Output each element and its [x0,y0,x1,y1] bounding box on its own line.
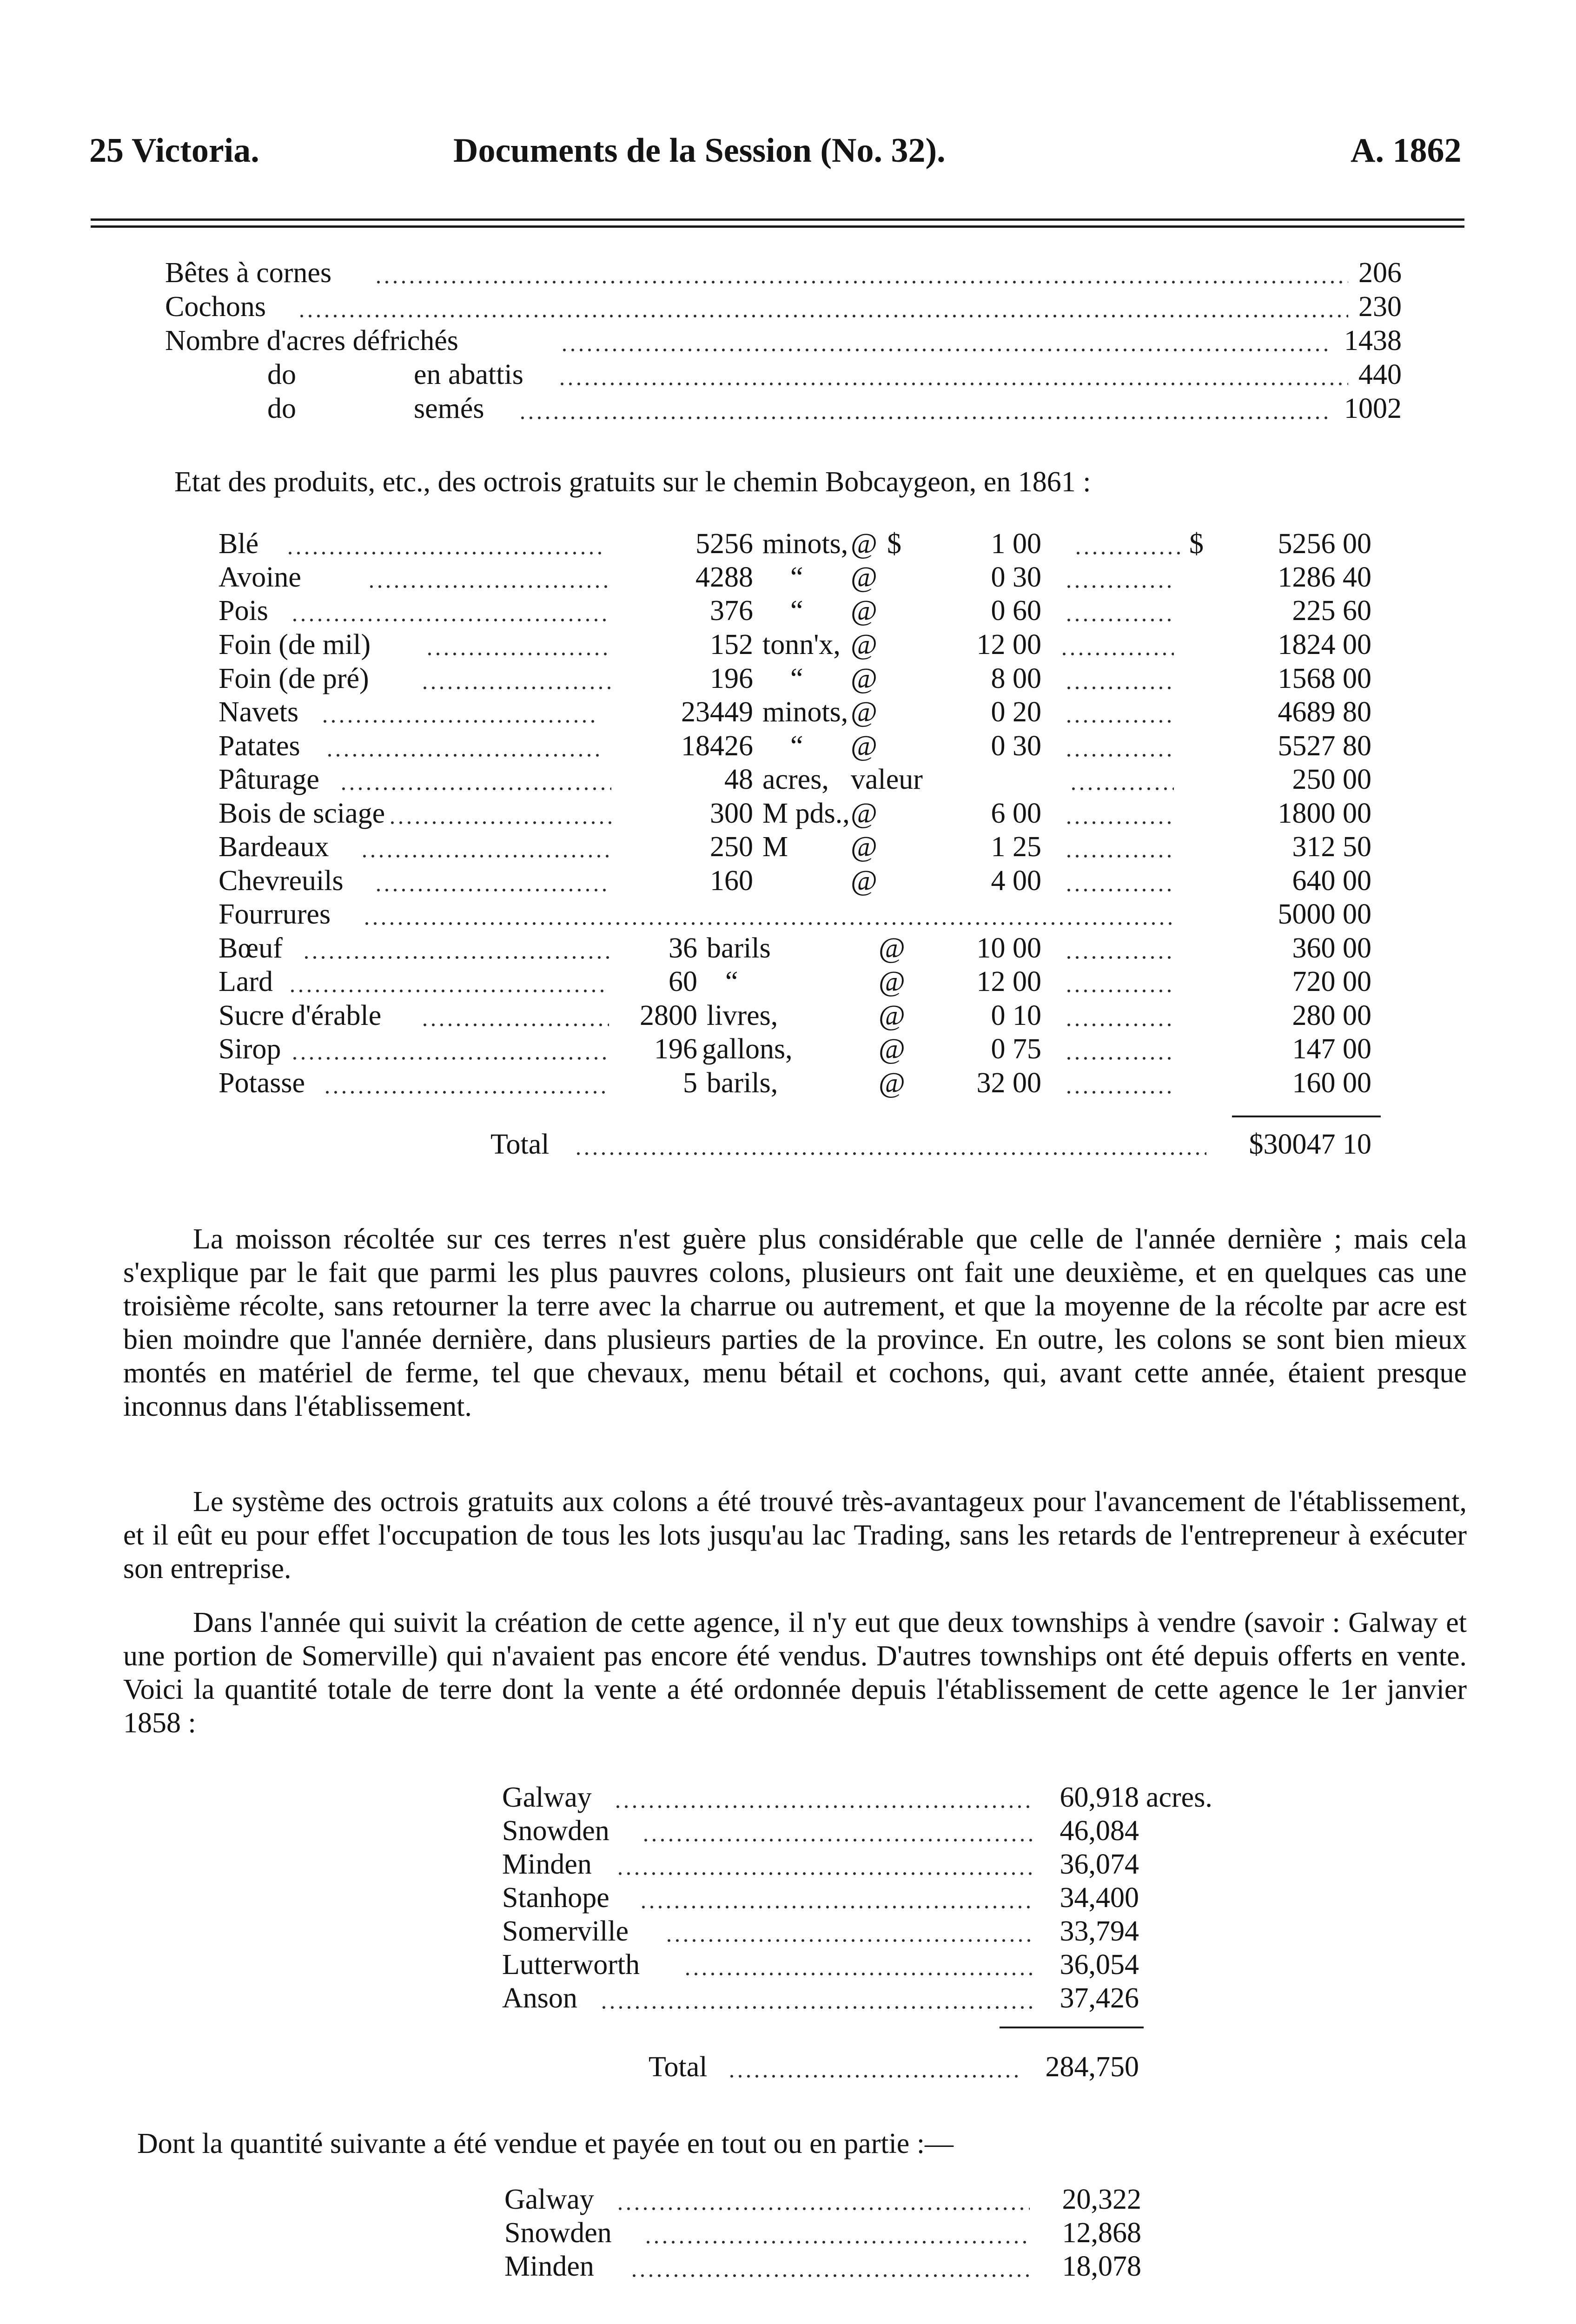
produce-item: Chevreuils [219,865,344,897]
produce-item: Lard [219,966,273,997]
produce-rate: 1 00 [991,528,1041,560]
produce-unit: M [762,831,788,863]
produce-rate: 0 30 [991,561,1041,593]
header-title: Documents de la Session (No. 32). [453,132,946,170]
table-row [0,832,1576,862]
produce-qty: 60 [669,966,697,997]
livestock-label: Bêtes à cornes [165,257,332,289]
produce-unit: M pds., [762,798,850,829]
produce-item: Patates [219,730,300,762]
produce-at: @ [851,561,878,593]
produce-qty: 152 [710,629,753,660]
produce-item: Fourrures [219,898,331,930]
produce-unit: “ [725,966,738,997]
produce-unit: gallons, [702,1033,793,1065]
township-name: Stanhope [502,1882,609,1914]
produce-item: Sirop [219,1033,281,1065]
sold-name: Snowden [504,2217,612,2249]
township-name: Anson [502,1982,577,2014]
produce-at: valeur [851,764,923,795]
sold-name: Minden [504,2251,594,2282]
sold-value: 18,078 [1062,2251,1141,2282]
table-row [504,2185,1248,2214]
produce-item: Sucre d'érable [219,1000,382,1031]
table-row [0,799,1576,828]
produce-rate: 6 00 [991,798,1041,829]
produce-qty: 5256 [695,528,753,560]
produce-item: Foin (de pré) [219,663,369,694]
produce-at: @ [851,696,878,728]
township-name: Galway [502,1782,592,1813]
table-row [0,697,1576,727]
produce-item: Pâturage [219,764,319,795]
township-value: 36,074 [1059,1849,1139,1880]
produce-unit: barils, [707,1067,778,1099]
township-value: 34,400 [1059,1882,1139,1914]
produce-at: @ [851,865,878,897]
list-item [165,258,1402,288]
header-rule-top [91,218,1464,221]
livestock-label: Nombre d'acres défrichés [165,325,458,357]
produce-at: @ [851,831,878,863]
produce-dollar: $ [887,528,901,560]
township-name: Snowden [502,1815,609,1847]
produce-item: Blé [219,528,259,560]
table-row [502,1950,1246,1980]
township-name: Lutterworth [502,1949,640,1981]
sold-name: Galway [504,2184,594,2215]
table-row [0,630,1576,660]
township-value: 37,426 [1059,1982,1139,2014]
townships-total-label: Total [649,2051,708,2083]
produce-total-label: Total [490,1129,550,1160]
township-name: Somerville [502,1915,629,1947]
list-item [165,394,1402,423]
produce-unit: livres, [707,1000,778,1031]
townships-total-row [502,2052,1246,2082]
livestock-label: do [267,359,296,390]
township-value: 46,084 [1059,1815,1139,1847]
table-row [502,1816,1246,1846]
table-row [0,529,1576,559]
produce-total: 280 00 [1292,1000,1371,1031]
livestock-value: 206 [1358,257,1402,289]
produce-total: 4689 80 [1278,696,1371,728]
produce-qty: 196 [710,663,753,694]
table-row [0,562,1576,592]
produce-unit: tonn'x, [762,629,841,660]
header-volume: 25 Victoria. [89,132,259,170]
produce-total: 720 00 [1292,966,1371,997]
table-row [504,2218,1248,2248]
produce-rate: 0 30 [991,730,1041,762]
produce-rate: 12 00 [976,966,1041,997]
header-year: A. 1862 [1351,132,1462,170]
produce-at: @ [851,730,878,762]
township-value: 36,054 [1059,1949,1139,1981]
produce-total: 250 00 [1292,764,1371,795]
livestock-sublabel: semés [414,393,484,424]
table-row [0,866,1576,896]
produce-qty: 2800 [640,1000,697,1031]
produce-at: @ [851,663,878,694]
paragraph-agency: Dans l'année qui suivit la création de cette agence, il n'y eut que deux townships à vendre (savoir : Galway et une portion de Somerville) qui n'avaient pas encore été vendus. D'autres townships ont été depuis offerts en vente. Voici la quantité totale de terre dont la vente a été ordonnée depuis l'établissement de cette agence le 1er janvier 1858 : [123,1607,1467,1739]
table-row [0,967,1576,997]
produce-rate: 0 20 [991,696,1041,728]
produce-at: @ [879,966,906,997]
produce-at: @ [851,595,878,627]
produce-unit: “ [790,561,803,593]
livestock-label: do [267,393,296,424]
table-row [0,731,1576,761]
produce-total: 147 00 [1292,1033,1371,1065]
sold-value: 12,868 [1062,2217,1141,2249]
table-row [0,1034,1576,1064]
produce-qty: 48 [724,764,753,795]
table-row [0,933,1576,963]
townships-total-value: 284,750 [1045,2051,1139,2083]
produce-rate: 32 00 [976,1067,1041,1099]
table-row [0,1001,1576,1030]
produce-rate: 12 00 [976,629,1041,660]
table-row [504,2251,1248,2281]
produce-item: Bardeaux [219,831,329,863]
produce-at: @ [879,1067,906,1099]
total-rule [1232,1116,1381,1117]
produce-item: Bœuf [219,932,283,964]
produce-total: 5527 80 [1278,730,1371,762]
produce-unit: “ [790,595,803,627]
produce-at: @ [851,528,878,560]
townships-total-rule [1000,2027,1144,2028]
produce-qty: 250 [710,831,753,863]
paragraph-free-grants: Le système des octrois gratuits aux colons a été trouvé très-avantageux pour l'avancement de l'établissement, et il eût eu pour effet l'occupation de tous les lots jusqu'au lac Trading, sans les retards de l'entrepreneur à exécuter son entreprise. [123,1486,1467,1585]
produce-total: 312 50 [1292,831,1371,863]
produce-qty: 5 [683,1067,697,1099]
produce-rate: 0 60 [991,595,1041,627]
township-unit: acres. [1146,1782,1212,1813]
produce-total: 160 00 [1292,1067,1371,1099]
produce-unit: “ [790,663,803,694]
produce-rate: 4 00 [991,865,1041,897]
produce-total: 1568 00 [1278,663,1371,694]
table-row [502,1983,1246,2013]
produce-item: Bois de sciage [219,798,385,829]
produce-item: Avoine [219,561,301,593]
produce-total: 5256 00 [1278,528,1371,560]
produce-qty: 18426 [681,730,753,762]
township-value: 60,918 [1059,1782,1139,1813]
produce-unit: “ [790,730,803,762]
township-value: 33,794 [1059,1915,1139,1947]
produce-total: 225 60 [1292,595,1371,627]
table-row [0,596,1576,626]
produce-total: 1286 40 [1278,561,1371,593]
produce-unit: minots, [762,696,848,728]
produce-total-row [0,1129,1576,1159]
produce-total: 1824 00 [1278,629,1371,660]
table-row [502,1783,1246,1812]
livestock-sublabel: en abattis [414,359,523,390]
produce-qty: 376 [710,595,753,627]
produce-rate: 1 25 [991,831,1041,863]
produce-item: Foin (de mil) [219,629,371,660]
produce-total: 5000 00 [1278,898,1371,930]
produce-qty: 23449 [681,696,753,728]
produce-item: Pois [219,595,268,627]
produce-total: 360 00 [1292,932,1371,964]
produce-at: @ [851,629,878,660]
produce-unit: minots, [762,528,848,560]
sold-value: 20,322 [1062,2184,1141,2215]
produce-rate: 8 00 [991,663,1041,694]
produce-qty: 300 [710,798,753,829]
produce-total: 1800 00 [1278,798,1371,829]
table-row [0,899,1576,929]
produce-at: @ [879,1033,906,1065]
produce-total-value: $30047 10 [1249,1129,1371,1160]
produce-qty: 4288 [695,561,753,593]
list-item [165,360,1402,390]
table-row [502,1883,1246,1913]
produce-rate: 0 75 [991,1033,1041,1065]
produce-total: 640 00 [1292,865,1371,897]
livestock-value: 440 [1358,359,1402,390]
livestock-value: 230 [1358,291,1402,323]
produce-qty: 36 [669,932,697,964]
header-rule-bottom [91,225,1464,228]
table-row [502,1849,1246,1879]
produce-qty: 160 [710,865,753,897]
table-row [0,1068,1576,1098]
produce-qty: 196 [654,1033,697,1065]
livestock-label: Cochons [165,291,266,323]
produce-item: Potasse [219,1067,305,1099]
livestock-value: 1438 [1344,325,1402,357]
paragraph-harvest: La moisson récoltée sur ces terres n'est guère plus considérable que celle de l'année dernière ; mais cela s'explique par le fait que parmi les plus pauvres colons, plusieurs ont fait une deuxième, et en quelques cas une troisième récolte, sans retourner la terre avec la charrue ou autrement, et que la moyenne de la récolte par acre est bien moindre que l'année dernière, dans plusieurs parties de la province. En outre, les colons se sont bien mieux montés en matériel de ferme, tel que chevaux, menu bétail et cochons, qui, avant cette année, étaient presque inconnus dans l'établissement. [123,1223,1467,1422]
produce-at: @ [851,798,878,829]
list-item [165,292,1402,322]
produce-rate: 0 10 [991,1000,1041,1031]
sold-intro: Dont la quantité suivante a été vendue et payée en tout ou en partie :— [137,2128,954,2159]
produce-at: @ [879,932,906,964]
produce-rate: 10 00 [976,932,1041,964]
list-item [165,326,1402,356]
produce-unit: barils [707,932,771,964]
produce-item: Navets [219,696,299,728]
produce-unit: acres, [762,764,829,795]
table-row [0,664,1576,693]
table-row [502,1916,1246,1946]
livestock-value: 1002 [1344,393,1402,424]
produce-dollar-total: $ [1189,528,1204,560]
produce-at: @ [879,1000,906,1031]
township-name: Minden [502,1849,592,1880]
produce-heading: Etat des produits, etc., des octrois gratuits sur le chemin Bobcaygeon, en 1861 : [174,466,1091,498]
table-row [0,765,1576,794]
